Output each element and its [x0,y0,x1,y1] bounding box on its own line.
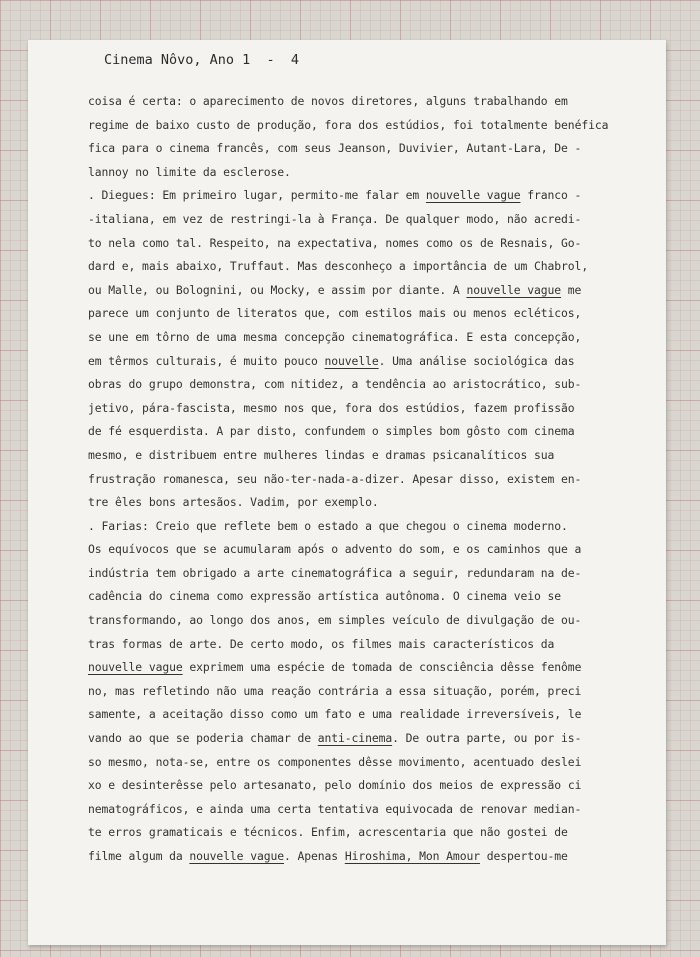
text-segment: em têrmos culturais, é muito pouco [88,353,325,368]
text-segment: cadência do cinema como expressão artística autônoma. O cinema veio se [88,589,562,604]
text-segment: transformando, ao longo dos anos, em simples veículo de divulgação de ou- [88,613,582,628]
text-segment: -italiana, em vez de restringi-la à França. De qualquer modo, não acredi- [88,211,582,226]
text-segment: xo e desinterêsse pelo artesanato, pelo domínio dos meios de expressão [88,778,568,793]
text-segment: . Apenas [283,849,345,863]
text-segment: so mesmo, nota-se, entre os componentes dêsse movimento, acentuado [88,754,541,769]
text-segment: samente, a aceitação disso como um fato e uma realidade irreversíveis, [88,707,568,722]
text-segment: obras do grupo demonstra, com nitidez, a tendência ao aristocrático, sub- [88,377,582,392]
text-segment: Os equívocos que se acumularam após o advento do som, e os caminhos que a [88,542,582,557]
text-segment: deslei [540,754,582,769]
text-line [88,656,608,680]
text-line [88,397,608,421]
text-segment: tre êles bons artesãos. Vadim, por exemplo. [88,495,379,510]
text-line [88,350,608,374]
text-segment: te erros gramaticais e técnicos. Enfim, acrescentaria que não gostei de [88,825,568,840]
text-line [88,279,608,303]
text-line [88,184,608,208]
text-segment: nematográficos, e ainda uma certa tentativa equivocada de renovar median- [88,801,582,816]
text-segment: . Uma análise sociológica das [378,353,575,368]
text-line [88,727,608,751]
text-segment: . Farias: Creio que reflete bem o estado a que chegou o cinema moderno. [88,518,568,533]
text-segment: . De outra parte, ou por is- [392,731,582,746]
text-line [88,137,608,161]
text-line [88,208,608,232]
text-segment: coisa é certa: o aparecimento de novos diretores, alguns trabalhando em [88,94,568,108]
text-segment: mesmo, e distribuem entre mulheres lindas e dramas psicanalíticos sua [88,447,555,462]
text-segment: frustração romanesca, seu não-ter-nada-a-dizer. Apesar disso, existem en- [88,471,582,486]
text-line [88,585,608,609]
text-segment: no, mas refletindo não uma reação contrária a essa situação, porém, [88,683,548,698]
text-line [88,562,608,586]
text-line [88,515,608,539]
text-line [88,633,608,657]
text-line [88,444,608,468]
text-segment: fenôme [540,660,582,675]
text-segment: benéfica [554,117,609,132]
text-line [88,468,608,492]
underlined-term: Hiroshima, Mon Amour [344,849,480,863]
text-segment: parece um conjunto de literatos que, com estilos mais ou menos ecléticos, [88,306,582,321]
text-segment: regime de baixo custo de produção, fora dos estúdios, foi totalmente [88,117,555,132]
text-line [88,373,608,397]
text-line [88,703,608,727]
text-segment: dard e, mais abaixo, Truffaut. Mas desconheço a importância de um Chabrol, [88,259,589,274]
text-segment: indústria tem obrigado a arte cinematográfica a seguir, redundaram na de- [88,565,582,580]
text-segment: despertou-me [479,849,568,863]
text-line [88,798,608,822]
text-line [88,538,608,562]
text-line [88,232,608,256]
underlined-term: nouvelle vague [425,188,521,203]
underlined-term: nouvelle vague [88,660,183,675]
text-segment: se une em tôrno de uma mesma concepção cinematográfica. E esta concepção, [88,329,582,344]
text-segment: filme algum da [88,849,190,863]
text-line [88,90,608,114]
text-line [88,255,608,279]
text-segment: exprimem uma espécie de tomada de consciência dêsse [182,660,541,675]
text-segment: lannoy no limite da esclerose. [88,164,291,179]
text-segment: de fé esquerdista. A par disto, confundem o simples bom gôsto com cinema [88,424,575,439]
text-segment: me [561,282,582,297]
text-line [88,774,608,798]
text-line [88,326,608,350]
text-segment: . Diegues: Em primeiro lugar, permito-me falar em [88,188,426,203]
text-segment: ou Malle, ou Bolognini, ou Mocky, e assim por diante. A [88,282,467,297]
underlined-term: nouvelle vague [189,849,284,863]
text-segment: ci [567,778,582,793]
text-segment: preci [547,683,582,698]
text-line [88,751,608,775]
text-segment: franco - [520,188,582,203]
text-segment: jetivo, pára-fascista, mesmo nos que, fora dos estúdios, fazem profissão [88,400,575,415]
text-line [88,491,608,515]
underlined-term: anti-cinema [317,731,393,746]
underlined-term: nouvelle [324,353,379,368]
text-line [88,161,608,185]
text-line [88,420,608,444]
text-line [88,609,608,633]
text-segment: vando ao que se poderia chamar de [88,731,318,746]
text-line [88,845,608,869]
underlined-term: nouvelle vague [466,282,562,297]
text-line [88,302,608,326]
text-segment: le [567,707,582,722]
text-line [88,680,608,704]
text-line [88,821,608,845]
text-segment: tras formas de arte. De certo modo, os filmes mais característicos da [88,636,555,651]
text-line [88,114,608,138]
text-segment: to nela como tal. Respeito, na expectativa, nomes como os de Resnais, Go- [88,235,582,250]
body-text [88,90,608,869]
page-header: Cinema Nôvo, Ano 1 - 4 [104,52,300,68]
text-segment: fica para o cinema francês, com seus Jeanson, Duvivier, Autant-Lara, De - [88,141,582,156]
